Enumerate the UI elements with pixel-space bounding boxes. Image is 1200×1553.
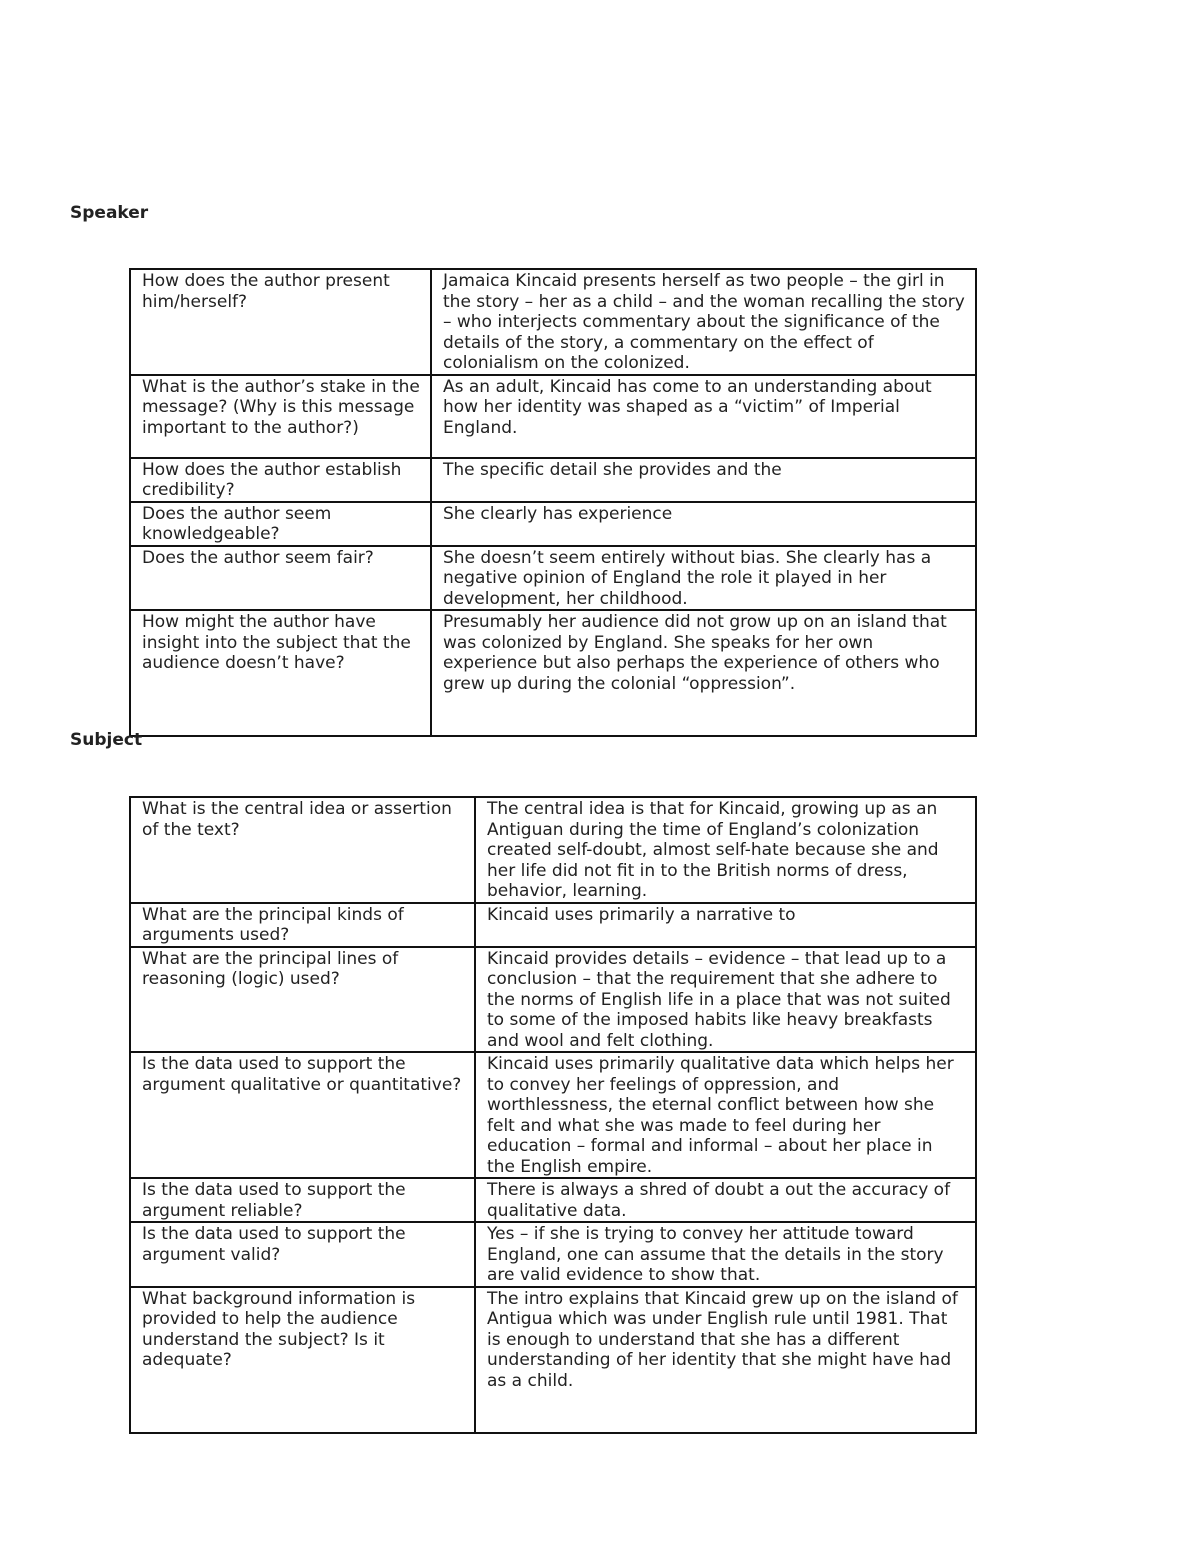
table-row [130, 502, 976, 546]
question-cell: What are the principal lines of reasoning (logic) used? [130, 947, 475, 1053]
question-cell: Is the data used to support the argument valid? [130, 1222, 475, 1287]
answer-cell: The intro explains that Kincaid grew up on the island of Antigua which was under English rule until 1981. That is enough to understand that she has a different understanding of her identity that she might have had as a child. [475, 1287, 976, 1433]
subject-table [129, 796, 977, 1434]
question-cell: Does the author seem knowledgeable? [130, 502, 431, 546]
answer-cell: Yes – if she is trying to convey her attitude toward England, one can assume that the details in the story are valid evidence to show that. [475, 1222, 976, 1287]
speaker-heading: Speaker [70, 203, 149, 223]
table-row [130, 610, 976, 736]
answer-cell: The specific detail she provides and the [431, 458, 976, 502]
question-cell: What is the central idea or assertion of the text? [130, 797, 475, 903]
table-row [130, 375, 976, 458]
answer-cell: There is always a shred of doubt a out the accuracy of qualitative data. [475, 1178, 976, 1222]
question-cell: What background information is provided to help the audience understand the subject? Is it adequate? [130, 1287, 475, 1433]
table-row [130, 1178, 976, 1222]
question-cell: What are the principal kinds of arguments used? [130, 903, 475, 947]
table-row [130, 1287, 976, 1433]
question-cell: How might the author have insight into the subject that the audience doesn’t have? [130, 610, 431, 736]
answer-cell: She doesn’t seem entirely without bias. She clearly has a negative opinion of England the role it played in her development, her childhood. [431, 546, 976, 611]
table-row [130, 797, 976, 903]
table-row [130, 947, 976, 1053]
answer-cell: The central idea is that for Kincaid, growing up as an Antiguan during the time of England’s colonization created self-doubt, almost self-hate because she and her life did not fit in to the British norms of dress, behavior, learning. [475, 797, 976, 903]
answer-cell: Kincaid uses primarily qualitative data which helps her to convey her feelings of oppression, and worthlessness, the eternal conflict between how she felt and what she was made to feel during her education – formal and informal – about her place in the English empire. [475, 1052, 976, 1178]
table-row [130, 903, 976, 947]
table-row [130, 1052, 976, 1178]
question-cell: How does the author establish credibility? [130, 458, 431, 502]
speaker-table [129, 268, 977, 737]
question-cell: Is the data used to support the argument qualitative or quantitative? [130, 1052, 475, 1178]
answer-cell: Jamaica Kincaid presents herself as two people – the girl in the story – her as a child – and the woman recalling the story – who interjects commentary about the significance of the details of the story, a commentary on the effect of colonialism on the colonized. [431, 269, 976, 375]
answer-cell: She clearly has experience [431, 502, 976, 546]
answer-cell: Kincaid uses primarily a narrative to [475, 903, 976, 947]
answer-cell: Kincaid provides details – evidence – that lead up to a conclusion – that the requirement that she adhere to the norms of English life in a place that was not suited to some of the imposed habits like heavy breakfasts and wool and felt clothing. [475, 947, 976, 1053]
table-row [130, 269, 976, 375]
question-cell: What is the author’s stake in the message? (Why is this message important to the author?) [130, 375, 431, 458]
question-cell: How does the author present him/herself? [130, 269, 431, 375]
answer-cell: As an adult, Kincaid has come to an understanding about how her identity was shaped as a “victim” of Imperial England. [431, 375, 976, 458]
question-cell: Is the data used to support the argument reliable? [130, 1178, 475, 1222]
table-row [130, 458, 976, 502]
subject-heading: Subject [70, 730, 143, 750]
table-row [130, 546, 976, 611]
question-cell: Does the author seem fair? [130, 546, 431, 611]
table-row [130, 1222, 976, 1287]
answer-cell: Presumably her audience did not grow up on an island that was colonized by England. She speaks for her own experience but also perhaps the experience of others who grew up during the colonial “oppression”. [431, 610, 976, 736]
